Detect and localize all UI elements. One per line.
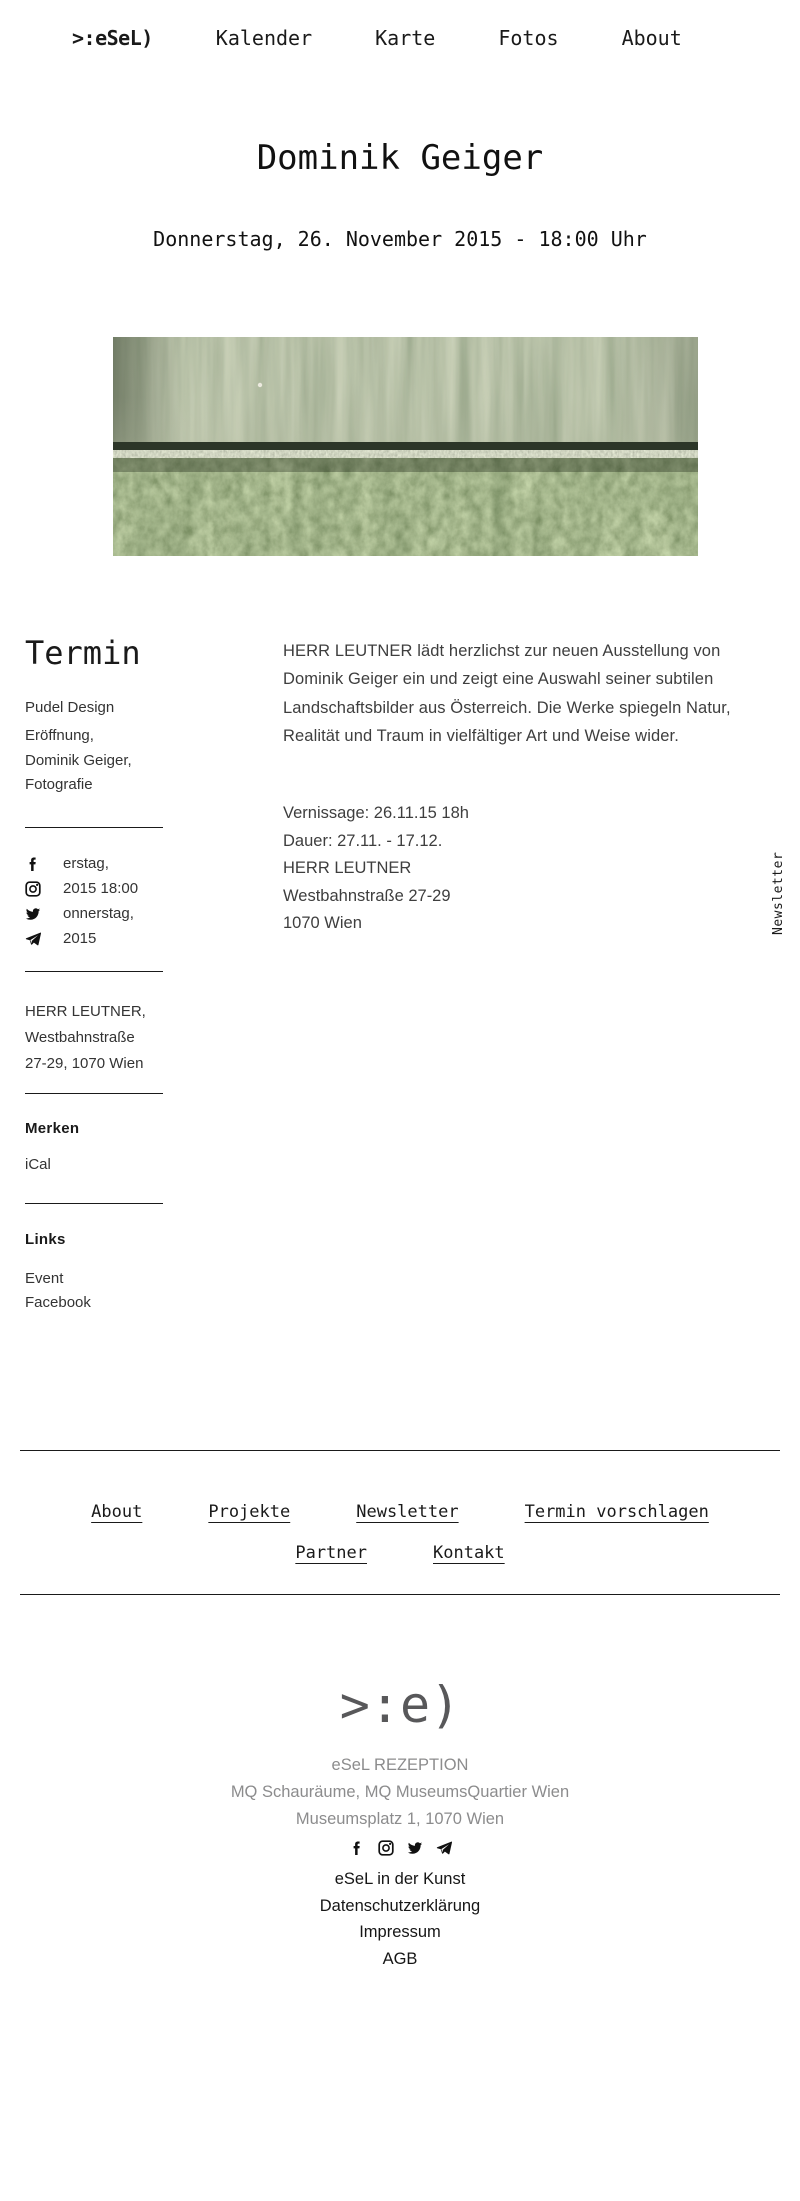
newsletter-tab[interactable]: Newsletter xyxy=(771,851,786,935)
esel-logo[interactable]: >:eSeL) xyxy=(72,26,153,50)
telegram-icon[interactable] xyxy=(436,1840,452,1856)
share-date-text: onnerstag, xyxy=(63,905,134,922)
footer-link-agb[interactable]: AGB xyxy=(382,1949,418,1968)
links-label: Links xyxy=(25,1231,66,1248)
forest-lake-photo xyxy=(113,337,698,556)
vernissage-line: Vernissage: 26.11.15 18h xyxy=(283,804,469,822)
footer-nav-kontakt[interactable]: Kontakt xyxy=(433,1543,505,1563)
footer-divider-top xyxy=(20,1450,780,1451)
footer-links xyxy=(0,1866,800,1972)
sidebar-divider xyxy=(25,1203,163,1204)
footer-rezeption-line: eSeL REZEPTION xyxy=(331,1756,469,1774)
event-details xyxy=(283,800,763,938)
venue-street-line: Westbahnstraße 27-29 xyxy=(283,886,451,905)
facebook-link[interactable]: Facebook xyxy=(25,1294,91,1311)
event-title: Dominik Geiger xyxy=(256,138,544,178)
share-row xyxy=(25,876,138,901)
twitter-icon[interactable] xyxy=(25,906,41,922)
facebook-icon[interactable] xyxy=(349,1840,365,1856)
links-list xyxy=(25,1267,91,1315)
footer-esel-logo[interactable]: >:e) xyxy=(339,1676,461,1734)
footer-divider-bottom xyxy=(20,1594,780,1595)
event-category xyxy=(25,724,132,798)
venue-address xyxy=(25,999,146,1077)
footer-mq-line: MQ Schauräume, MQ MuseumsQuartier Wien xyxy=(230,1782,570,1801)
share-date-text: 2015 xyxy=(63,930,97,947)
share-row xyxy=(25,851,138,876)
event-datetime: Donnerstag, 26. November 2015 - 18:00 Uhr xyxy=(153,227,647,251)
instagram-icon[interactable] xyxy=(378,1840,394,1856)
sidebar-divider xyxy=(25,1093,163,1094)
event-description: HERR LEUTNER lädt herzlichst zur neuen Ausstellung von Dominik Geiger ein und zeigt eine Auswahl seiner subtilen Landschaftsbilder aus Österreich. Die Werke spiegeln Natur, Realität und Traum in vielfältiger Art und Weise wider. xyxy=(283,642,731,746)
facebook-icon[interactable] xyxy=(25,856,41,872)
footer-link-esel-in-der-kunst[interactable]: eSeL in der Kunst xyxy=(334,1870,466,1888)
sidebar-divider xyxy=(25,827,163,828)
footer-museumsplatz-line: Museumsplatz 1, 1070 Wien xyxy=(295,1809,505,1828)
nav-item-karte[interactable]: Karte xyxy=(375,26,436,50)
footer-address xyxy=(0,1752,800,1832)
footer-nav-projekte[interactable]: Projekte xyxy=(208,1502,291,1522)
ical-link[interactable]: iCal xyxy=(25,1156,51,1173)
nav-item-fotos[interactable]: Fotos xyxy=(498,26,559,50)
white-dot-on-water xyxy=(258,383,262,387)
category-line: Fotografie xyxy=(25,776,93,793)
telegram-icon[interactable] xyxy=(25,931,41,947)
category-line: Eröffnung, xyxy=(25,727,94,744)
share-date-text: 2015 18:00 xyxy=(63,880,139,897)
footer-nav-partner[interactable]: Partner xyxy=(295,1543,367,1563)
share-row xyxy=(25,901,138,926)
event-photo xyxy=(113,337,698,556)
organizer-link[interactable]: Pudel Design xyxy=(25,699,115,716)
category-line: Dominik Geiger, xyxy=(25,751,132,769)
footer-social-icons xyxy=(0,1840,800,1856)
venue-name-line: HERR LEUTNER xyxy=(283,859,412,877)
venue-line: HERR LEUTNER, xyxy=(25,1003,146,1020)
venue-line: Westbahnstraße xyxy=(25,1029,135,1046)
footer-link-datenschutz[interactable]: Datenschutzerklärung xyxy=(319,1896,481,1915)
merken-label: Merken xyxy=(25,1120,80,1137)
nav-item-kalender[interactable]: Kalender xyxy=(215,26,313,50)
duration-line: Dauer: 27.11. - 17.12. xyxy=(283,831,443,850)
footer-nav-about[interactable]: About xyxy=(91,1502,143,1522)
sidebar-divider xyxy=(25,971,163,972)
termin-heading: Termin xyxy=(25,634,141,672)
venue-line: 27-29, 1070 Wien xyxy=(25,1055,144,1072)
footer-nav-termin-vorschlagen[interactable]: Termin vorschlagen xyxy=(524,1502,709,1522)
top-navigation xyxy=(72,26,682,50)
event-link[interactable]: Event xyxy=(25,1270,64,1287)
venue-city-line: 1070 Wien xyxy=(283,914,362,932)
nav-item-about[interactable]: About xyxy=(621,26,682,50)
share-row xyxy=(25,926,138,951)
twitter-icon[interactable] xyxy=(407,1840,423,1856)
footer-link-impressum[interactable]: Impressum xyxy=(359,1923,441,1941)
instagram-icon[interactable] xyxy=(25,881,41,897)
footer-nav-row1 xyxy=(0,1502,800,1522)
share-block xyxy=(25,851,138,951)
share-date-text: erstag, xyxy=(63,855,109,872)
footer-nav-row2 xyxy=(0,1543,800,1563)
footer-nav-newsletter[interactable]: Newsletter xyxy=(356,1502,459,1522)
